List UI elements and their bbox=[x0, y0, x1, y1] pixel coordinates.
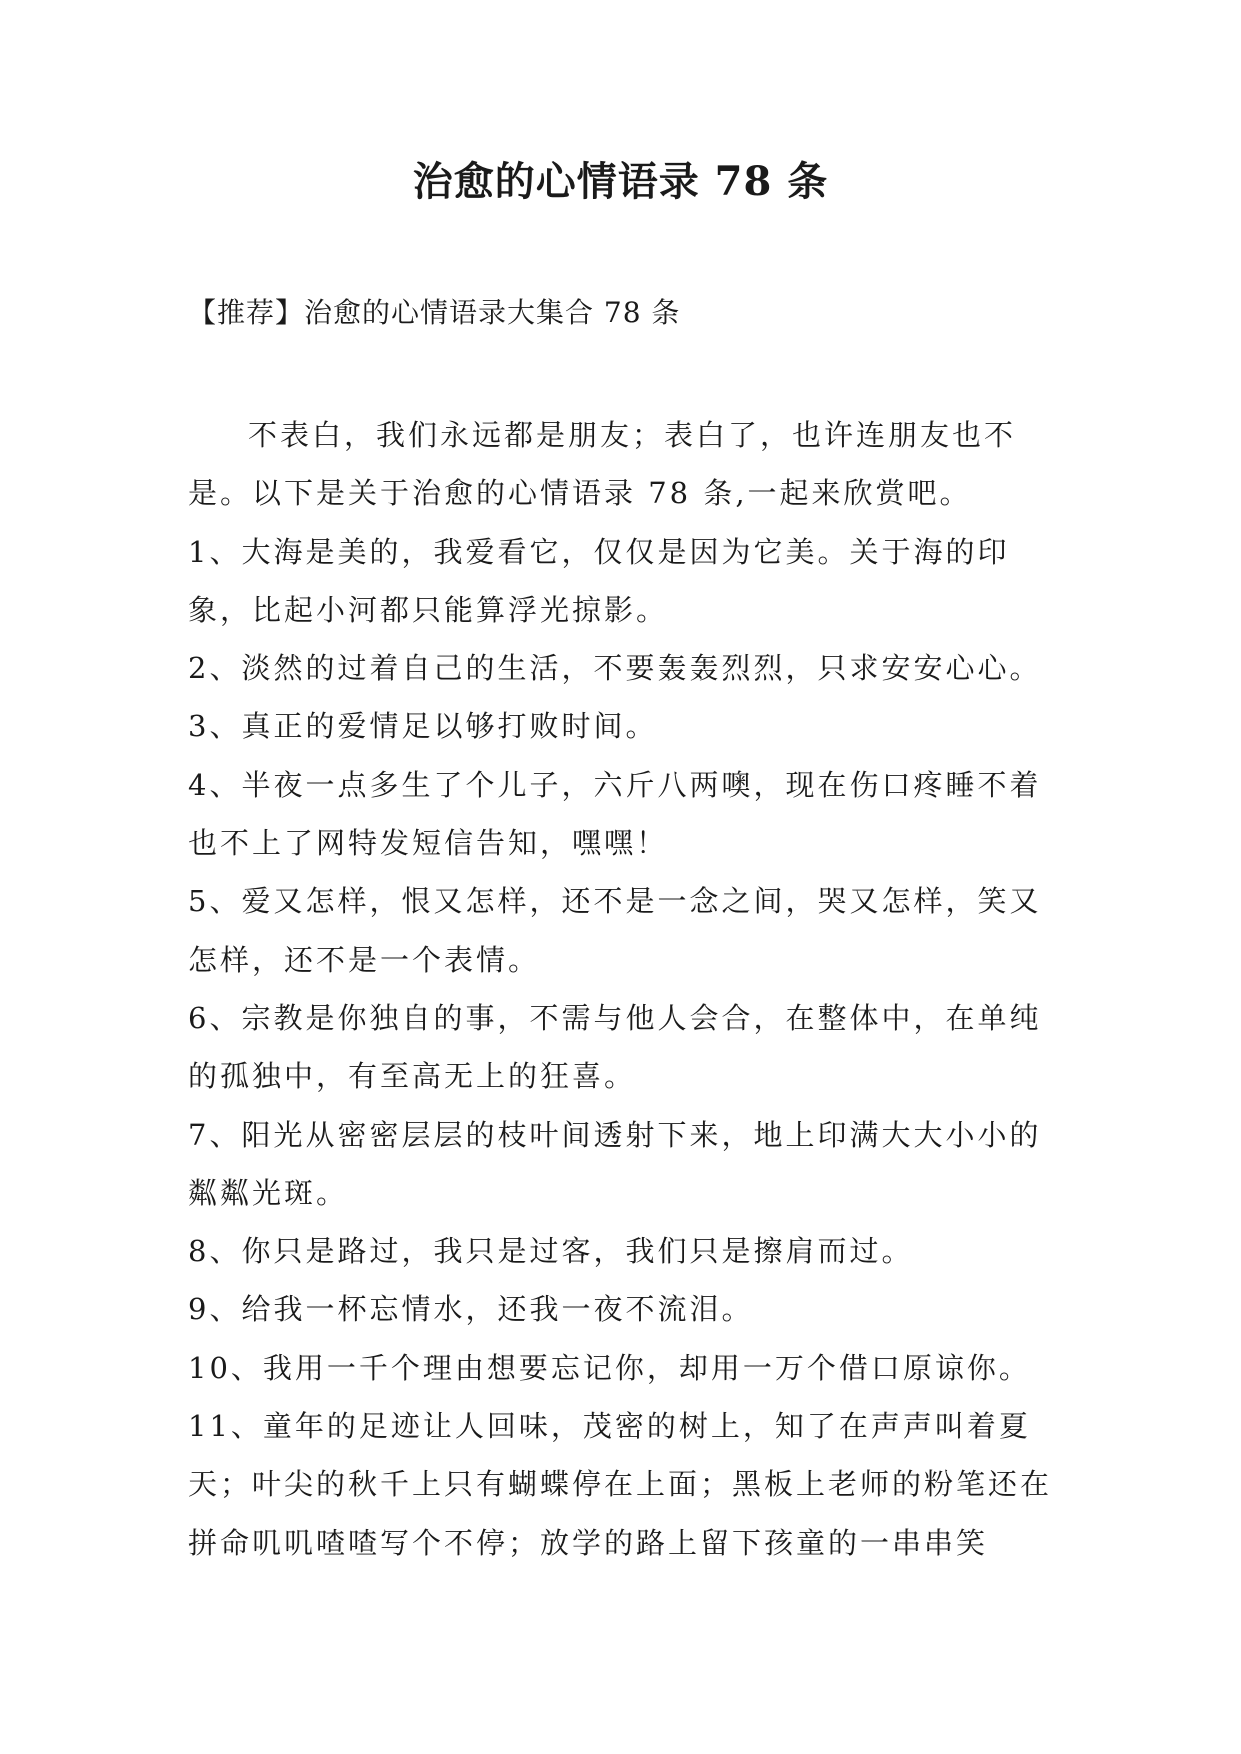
list-item: 2、淡然的过着自己的生活，不要轰轰烈烈，只求安安心心。 bbox=[188, 651, 1042, 686]
list-item: 4、半夜一点多生了个儿子，六斤八两噢，现在伤口疼睡不着也不上了网特发短信告知，嘿嘿！ bbox=[188, 767, 1042, 861]
document-body bbox=[188, 406, 1060, 1572]
list-item: 8、你只是路过，我只是过客，我们只是擦肩而过。 bbox=[188, 1234, 914, 1269]
list-item: 3、真正的爱情足以够打败时间。 bbox=[188, 709, 658, 744]
list-item: 7、阳光从密密层层的枝叶间透射下来，地上印满大大小小的粼粼光斑。 bbox=[188, 1117, 1042, 1210]
list-item: 6、宗教是你独自的事，不需与他人会合，在整体中，在单纯的孤独中，有至高无上的狂喜。 bbox=[188, 1000, 1042, 1094]
list-item: 10、我用一千个理由想要忘记你，却用一万个借口原谅你。 bbox=[188, 1350, 1031, 1385]
list-item: 1、大海是美的，我爱看它，仅仅是因为它美。关于海的印象，比起小河都只能算浮光掠影。 bbox=[188, 534, 1010, 627]
document-subtitle: 【推荐】治愈的心情语录大集合 78 条 bbox=[188, 296, 681, 329]
list-item: 5、爱又怎样，恨又怎样，还不是一念之间，哭又怎样，笑又怎样，还不是一个表情。 bbox=[188, 884, 1042, 977]
document-title: 治愈的心情语录 78 条 bbox=[412, 158, 829, 205]
list-item: 11、童年的足迹让人回味，茂密的树上，知了在声声叫着夏天；叶尖的秋千上只有蝴蝶停在上面；黑板上老师的粉笔还在拼命叽叽喳喳写个不停；放学的路上留下孩童的一串串笑 bbox=[188, 1409, 1053, 1560]
intro-paragraph: 不表白，我们永远都是朋友；表白了，也许连朋友也不是。以下是关于治愈的心情语录 78 条,一起来欣赏吧。 bbox=[188, 418, 1017, 511]
list-item: 9、给我一杯忘情水，还我一夜不流泪。 bbox=[188, 1292, 754, 1327]
